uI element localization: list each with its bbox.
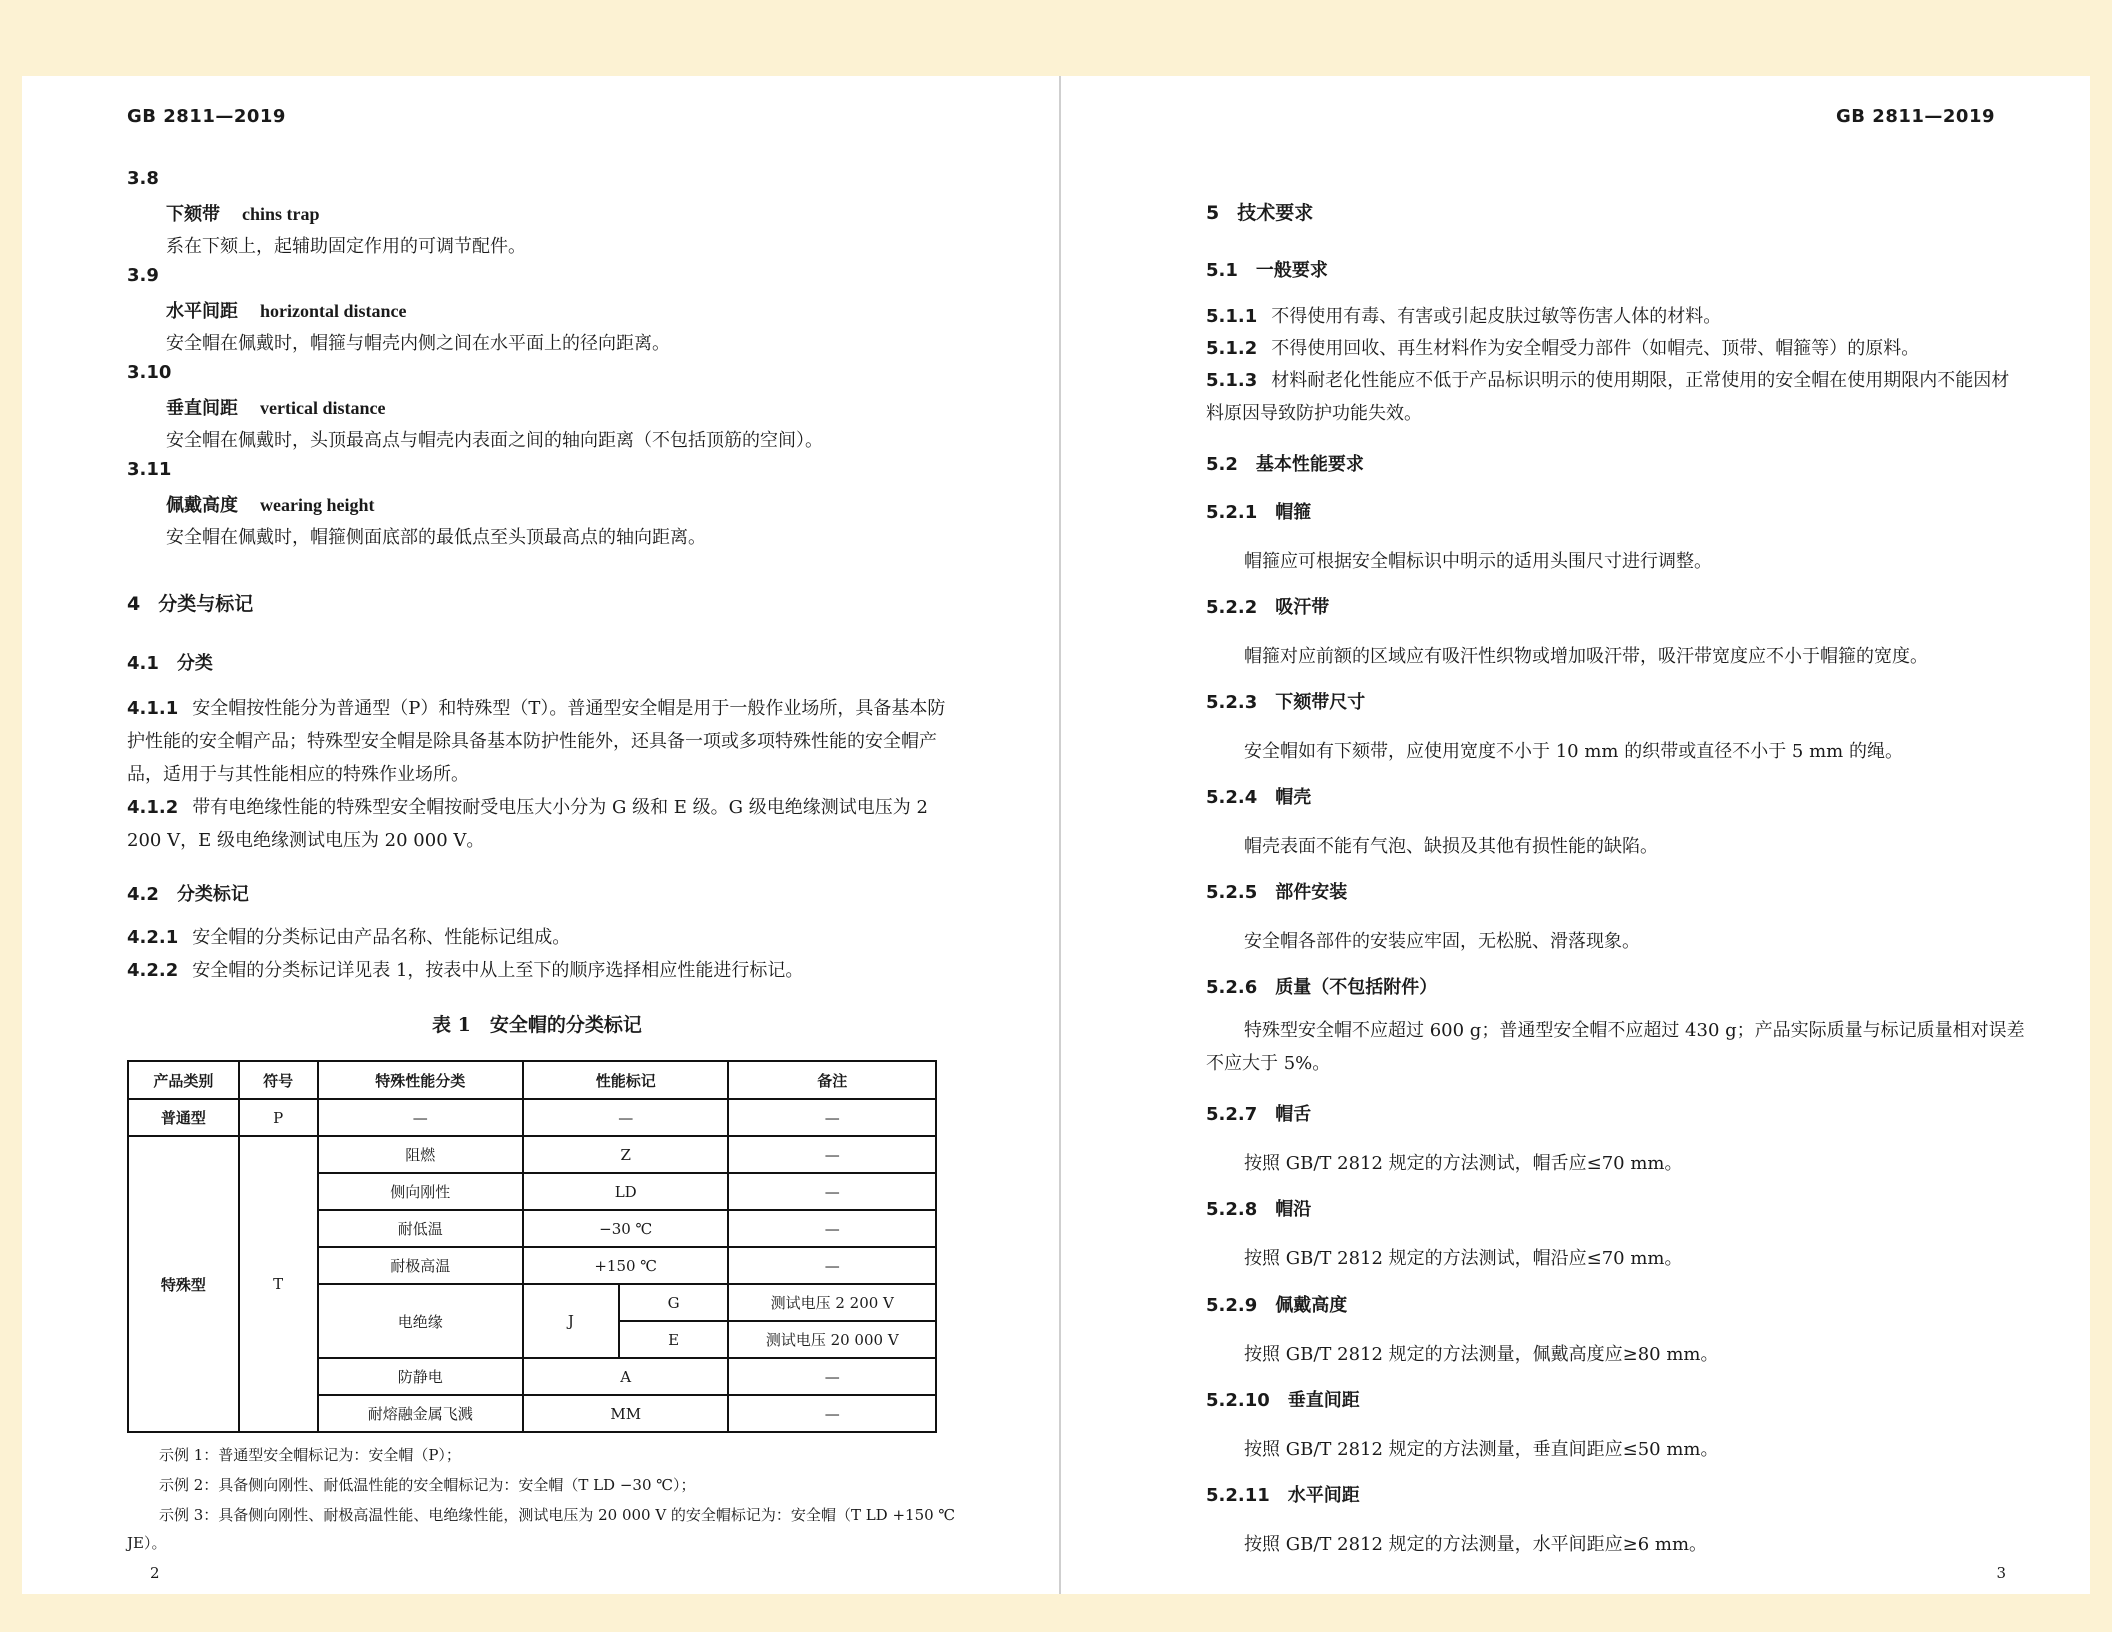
subsection-heading: 5.2 基本性能要求 [1206, 454, 1364, 475]
item-text: 帽壳表面不能有气泡、缺损及其他有损性能的缺陷。 [1244, 836, 1658, 857]
term-title [166, 394, 385, 420]
item-text: 按照 GB/T 2812 规定的方法测量，佩戴高度应≥80 mm。 [1244, 1344, 1719, 1365]
page-gutter [1059, 76, 1061, 1594]
table-cell: 普通型 [128, 1099, 239, 1136]
item-heading: 5.2.4 帽壳 [1206, 787, 1312, 808]
table-cell: — [728, 1173, 936, 1210]
table-row [128, 1099, 936, 1136]
term-zh: 佩戴高度 [166, 495, 238, 516]
item-heading: 5.2.8 帽沿 [1206, 1199, 1312, 1220]
clause-5-1-2: 5.1.2 不得使用回收、再生材料作为安全帽受力部件（如帽壳、顶带、帽箍等）的原料。 [1206, 338, 1920, 359]
item-heading: 5.2.5 部件安装 [1206, 882, 1348, 903]
clause-4-2-2: 4.2.2 安全帽的分类标记详见表 1，按表中从上至下的顺序选择相应性能进行标记。 [127, 960, 804, 981]
table-example: 示例 3：具备侧向刚性、耐极高温性能、电绝缘性能，测试电压为 20 000 V 的安全帽标记为：安全帽（T LD +150 ℃ [159, 1506, 956, 1524]
table-example: 示例 1：普通型安全帽标记为：安全帽（P）； [159, 1446, 461, 1464]
table-header: 备注 [728, 1061, 936, 1099]
table-example: JE）。 [127, 1534, 167, 1552]
table-cell: — [728, 1247, 936, 1284]
term-number: 3.8 [127, 168, 159, 189]
term-en: vertical distance [260, 398, 386, 418]
table-cell: MM [523, 1395, 729, 1432]
subsection-heading: 4.1 分类 [127, 653, 213, 674]
table-cell: 耐低温 [318, 1210, 523, 1247]
item-heading: 5.2.1 帽箍 [1206, 502, 1312, 523]
table-cell: LD [523, 1173, 729, 1210]
table-cell: 侧向刚性 [318, 1173, 523, 1210]
table-header: 性能标记 [523, 1061, 729, 1099]
table-row [128, 1136, 936, 1173]
term-title [166, 200, 320, 226]
right-page [1062, 76, 2090, 1594]
item-heading: 5.2.9 佩戴高度 [1206, 1295, 1348, 1316]
table-cell: −30 ℃ [523, 1210, 729, 1247]
table-cell: E [619, 1321, 729, 1358]
table-cell: A [523, 1358, 729, 1395]
table-cell: — [728, 1358, 936, 1395]
item-text: 特殊型安全帽不应超过 600 g；普通型安全帽不应超过 430 g；产品实际质量与标记质量相对误差不应大于 5%。 [1206, 1020, 2025, 1074]
table-cell: P [239, 1099, 318, 1136]
item-heading: 5.2.11 水平间距 [1206, 1485, 1360, 1506]
table-cell: Z [523, 1136, 729, 1173]
item-heading: 5.2.7 帽舌 [1206, 1104, 1312, 1125]
section-heading: 4 分类与标记 [127, 593, 254, 615]
table-cell: 耐熔融金属飞溅 [318, 1395, 523, 1432]
term-definition: 安全帽在佩戴时，帽箍与帽壳内侧之间在水平面上的径向距离。 [166, 333, 670, 354]
right-page-number: 3 [1996, 1564, 2006, 1582]
classification-table [127, 1060, 937, 1433]
subsection-heading: 5.1 一般要求 [1206, 260, 1328, 281]
document-spread [22, 76, 2090, 1594]
item-text: 安全帽各部件的安装应牢固，无松脱、滑落现象。 [1244, 931, 1640, 952]
left-page-number: 2 [150, 1564, 160, 1582]
table-cell: 测试电压 20 000 V [728, 1321, 936, 1358]
clause-5-1-1: 5.1.1 不得使用有毒、有害或引起皮肤过敏等伤害人体的材料。 [1206, 306, 1722, 327]
table-cell: +150 ℃ [523, 1247, 729, 1284]
table-header: 产品类别 [128, 1061, 239, 1099]
term-zh: 水平间距 [166, 301, 238, 322]
table-cell: — [728, 1210, 936, 1247]
item-text: 按照 GB/T 2812 规定的方法测量，水平间距应≥6 mm。 [1244, 1534, 1708, 1555]
table-cell: — [728, 1099, 936, 1136]
section-heading: 5 技术要求 [1206, 202, 1314, 224]
table-cell: 电绝缘 [318, 1284, 523, 1358]
item-text: 帽箍应可根据安全帽标识中明示的适用头围尺寸进行调整。 [1244, 551, 1712, 572]
item-text: 按照 GB/T 2812 规定的方法测试，帽沿应≤70 mm。 [1244, 1248, 1683, 1269]
subsection-heading: 4.2 分类标记 [127, 884, 249, 905]
term-zh: 下颏带 [166, 204, 220, 225]
right-standard-code: GB 2811—2019 [1836, 106, 1995, 127]
term-en: wearing height [260, 495, 375, 515]
item-text: 按照 GB/T 2812 规定的方法测试，帽舌应≤70 mm。 [1244, 1153, 1683, 1174]
clause-4-1-1: 4.1.1 安全帽按性能分为普通型（P）和特殊型（T）。普通型安全帽是用于一般作业场所，具备基本防护性能的安全帽产品；特殊型安全帽是除具备基本防护性能外，还具备一项或多项特殊性能的安全帽产品，适用于与其性能相应的特殊作业场所。 [127, 698, 946, 785]
table-cell: 防静电 [318, 1358, 523, 1395]
item-text: 帽箍对应前额的区域应有吸汗性织物或增加吸汗带，吸汗带宽度应不小于帽箍的宽度。 [1244, 646, 1928, 667]
term-title [166, 491, 375, 517]
clause-4-2-1: 4.2.1 安全帽的分类标记由产品名称、性能标记组成。 [127, 927, 571, 948]
term-definition: 安全帽在佩戴时，头顶最高点与帽壳内表面之间的轴向距离（不包括顶筋的空间）。 [166, 430, 823, 451]
table-cell: — [523, 1099, 729, 1136]
table-cell: 特殊型 [128, 1136, 239, 1432]
table-cell: — [728, 1395, 936, 1432]
term-number: 3.9 [127, 265, 159, 286]
term-definition: 系在下颏上，起辅助固定作用的可调节配件。 [166, 236, 526, 257]
term-title [166, 297, 407, 323]
term-en: horizontal distance [260, 301, 407, 321]
table-header-row [128, 1061, 936, 1099]
table-cell: — [728, 1136, 936, 1173]
left-page [22, 76, 1058, 1594]
table-header: 特殊性能分类 [318, 1061, 523, 1099]
table-cell: 耐极高温 [318, 1247, 523, 1284]
clause-5-1-3: 5.1.3 材料耐老化性能应不低于产品标识明示的使用期限，正常使用的安全帽在使用期限内不能因材料原因导致防护功能失效。 [1206, 370, 2010, 424]
table-header: 符号 [239, 1061, 318, 1099]
table-example: 示例 2：具备侧向刚性、耐低温性能的安全帽标记为：安全帽（T LD −30 ℃）； [159, 1476, 696, 1494]
item-text: 按照 GB/T 2812 规定的方法测量，垂直间距应≤50 mm。 [1244, 1439, 1719, 1460]
table-cell: 测试电压 2 200 V [728, 1284, 936, 1321]
item-heading: 5.2.3 下颏带尺寸 [1206, 692, 1366, 713]
item-heading: 5.2.6 质量（不包括附件） [1206, 977, 1438, 998]
term-number: 3.11 [127, 459, 172, 480]
table-cell: T [239, 1136, 318, 1432]
item-text: 安全帽如有下颏带，应使用宽度不小于 10 mm 的织带或直径不小于 5 mm 的绳。 [1244, 741, 1903, 762]
table-title: 表 1 安全帽的分类标记 [432, 1014, 642, 1036]
table-cell: 阻燃 [318, 1136, 523, 1173]
table-cell: J [523, 1284, 619, 1358]
clause-4-1-2: 4.1.2 带有电绝缘性能的特殊型安全帽按耐受电压大小分为 G 级和 E 级。G 级电绝缘测试电压为 2 200 V，E 级电绝缘测试电压为 20 000 V。 [127, 797, 928, 851]
item-heading: 5.2.10 垂直间距 [1206, 1390, 1360, 1411]
item-heading: 5.2.2 吸汗带 [1206, 597, 1330, 618]
term-definition: 安全帽在佩戴时，帽箍侧面底部的最低点至头顶最高点的轴向距离。 [166, 527, 706, 548]
table-cell: — [318, 1099, 523, 1136]
left-standard-code: GB 2811—2019 [127, 106, 286, 127]
term-en: chins trap [242, 204, 320, 224]
term-zh: 垂直间距 [166, 398, 238, 419]
term-number: 3.10 [127, 362, 172, 383]
table-cell: G [619, 1284, 729, 1321]
